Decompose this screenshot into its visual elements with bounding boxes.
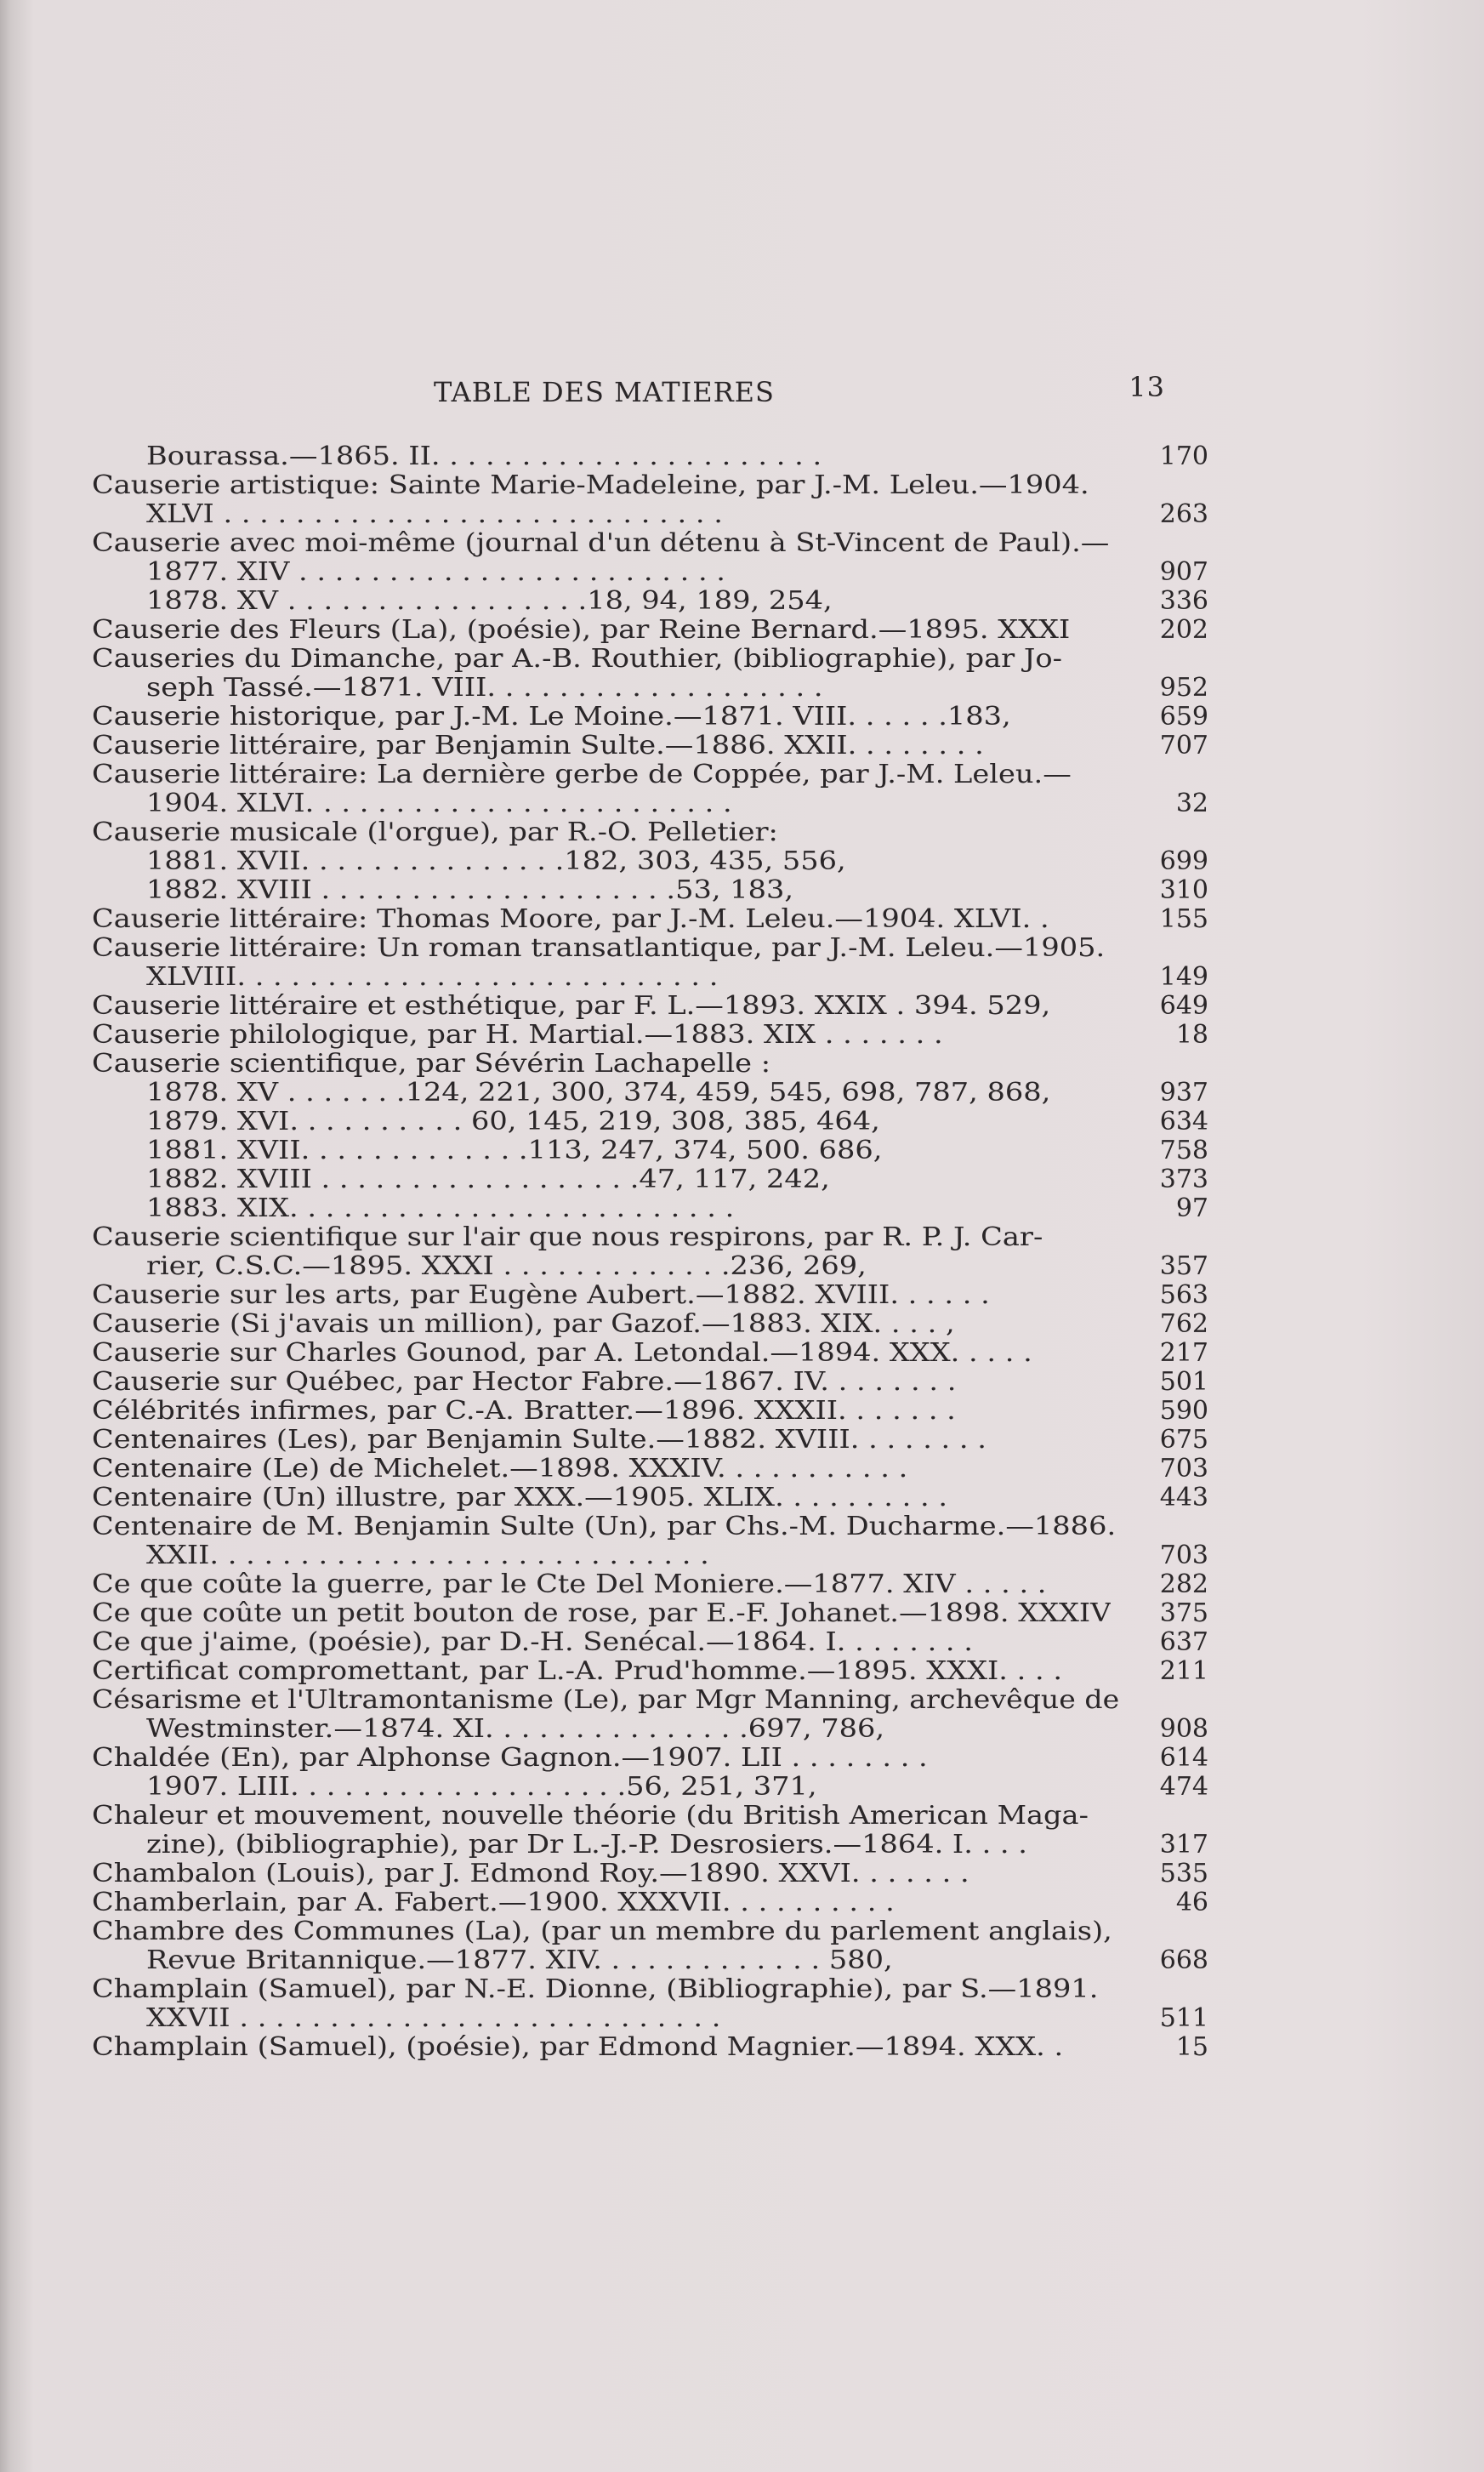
- entry-text: Causerie (Si j'avais un million), par Gazof.—1883. XIX. . . . ,: [92, 1310, 955, 1339]
- index-entry: [0, 1281, 1484, 1310]
- entry-page-number: 937: [1159, 1078, 1208, 1108]
- entry-page-number: 907: [1159, 557, 1208, 587]
- entry-text: 1882. XVIII . . . . . . . . . . . . . . . . . .47, 117, 242,: [146, 1165, 830, 1194]
- index-entry: [0, 1223, 1484, 1252]
- entry-text: Chaleur et mouvement, nouvelle théorie (du British American Maga-: [92, 1802, 1089, 1831]
- entry-page-number: 282: [1159, 1569, 1208, 1599]
- entry-page-number: 634: [1159, 1107, 1208, 1136]
- index-entry: [0, 1860, 1484, 1888]
- entry-text: Causerie sur Québec, par Hector Fabre.—1867. IV. . . . . . . .: [92, 1368, 957, 1397]
- index-entry: [0, 2004, 1484, 2033]
- index-entry: [0, 1570, 1484, 1599]
- page-header: [434, 371, 1165, 413]
- index-entry: [0, 732, 1484, 760]
- entry-text: Causerie musicale (l'orgue), par R.-O. Pelletier:: [92, 818, 778, 847]
- entry-page-number: 703: [1159, 1541, 1208, 1570]
- index-entry: [0, 558, 1484, 587]
- index-entry: [0, 1108, 1484, 1136]
- index-entry: [0, 1773, 1484, 1802]
- entry-text: Chamberlain, par A. Fabert.—1900. XXXVII. . . . . . . . . .: [92, 1888, 895, 1917]
- entry-text: Certificat compromettant, par L.-A. Prud'homme.—1895. XXXI. . . .: [92, 1657, 1063, 1686]
- entry-page-number: 32: [1175, 789, 1208, 818]
- entry-text: Causerie artistique: Sainte Marie-Madeleine, par J.-M. Leleu.—1904.: [92, 471, 1089, 500]
- entry-text: 1877. XIV . . . . . . . . . . . . . . . . . . . . . . . .: [146, 558, 725, 587]
- index-entry: [0, 1946, 1484, 1975]
- entry-text: 1904. XLVI. . . . . . . . . . . . . . . . . . . . . . . .: [146, 789, 732, 818]
- entry-text: Causerie philologique, par H. Martial.—1883. XIX . . . . . . .: [92, 1021, 943, 1050]
- index-entry: [0, 1397, 1484, 1426]
- entry-text: Ce que coûte un petit bouton de rose, par E.-F. Johanet.—1898. XXXIV: [92, 1599, 1111, 1628]
- entry-page-number: 155: [1159, 904, 1208, 934]
- entry-page-number: 590: [1159, 1396, 1208, 1426]
- index-entry: [0, 1310, 1484, 1339]
- entry-page-number: 501: [1159, 1367, 1208, 1397]
- entry-page-number: 18: [1175, 1020, 1208, 1050]
- entry-page-number: 535: [1159, 1859, 1208, 1888]
- index-entry: [0, 1136, 1484, 1165]
- index-entry: [0, 1831, 1484, 1860]
- entry-text: XLVIII. . . . . . . . . . . . . . . . . . . . . . . . . . .: [146, 963, 719, 992]
- index-entry: [0, 992, 1484, 1021]
- index-entry: [0, 1194, 1484, 1223]
- index-entry: [0, 789, 1484, 818]
- index-entry: [0, 1541, 1484, 1570]
- entry-page-number: 211: [1159, 1656, 1208, 1686]
- index-entry: [0, 1744, 1484, 1773]
- entry-text: Causeries du Dimanche, par A.-B. Routhier, (bibliographie), par Jo-: [92, 645, 1062, 674]
- index-entry: [0, 703, 1484, 732]
- entry-page-number: 675: [1159, 1425, 1208, 1455]
- entry-page-number: 373: [1159, 1165, 1208, 1194]
- entry-text: Bourassa.—1865. II. . . . . . . . . . . . . . . . . . . . . .: [146, 442, 822, 471]
- entry-page-number: 46: [1175, 1888, 1208, 1917]
- index-entry: [0, 1339, 1484, 1368]
- entry-page-number: 202: [1159, 615, 1208, 645]
- index-entry: [0, 2033, 1484, 2062]
- entry-page-number: 952: [1159, 673, 1208, 703]
- index-entry: [0, 1512, 1484, 1541]
- entry-text: Causerie historique, par J.-M. Le Moine.—1871. VIII. . . . . .183,: [92, 703, 1011, 732]
- index-entry: [0, 1888, 1484, 1917]
- index-entry: [0, 1484, 1484, 1512]
- entry-page-number: 637: [1159, 1627, 1208, 1657]
- entry-text: rier, C.S.C.—1895. XXXI . . . . . . . . . . . . .236, 269,: [146, 1252, 867, 1281]
- index-entry: [0, 529, 1484, 558]
- entry-page-number: 614: [1159, 1743, 1208, 1773]
- index-entry: [0, 471, 1484, 500]
- entry-page-number: 375: [1159, 1598, 1208, 1628]
- entry-page-number: 443: [1159, 1483, 1208, 1512]
- entry-text: Causerie avec moi-même (journal d'un détenu à St-Vincent de Paul).—: [92, 529, 1110, 558]
- entry-text: 1883. XIX. . . . . . . . . . . . . . . . . . . . . . . . .: [146, 1194, 735, 1223]
- entry-text: Célébrités infirmes, par C.-A. Bratter.—1896. XXXII. . . . . . .: [92, 1397, 956, 1426]
- index-entry: [0, 1426, 1484, 1455]
- entry-page-number: 263: [1159, 499, 1208, 529]
- entry-text: Causerie des Fleurs (La), (poésie), par Reine Bernard.—1895. XXXI: [92, 616, 1071, 645]
- index-entry: [0, 1657, 1484, 1686]
- index-entry: [0, 500, 1484, 529]
- entry-page-number: 310: [1159, 875, 1208, 905]
- index-entry: [0, 587, 1484, 616]
- index-entry: [0, 1252, 1484, 1281]
- entry-text: Westminster.—1874. XI. . . . . . . . . . . . . . .697, 786,: [146, 1715, 885, 1744]
- entry-text: Causerie littéraire et esthétique, par F. L.—1893. XXIX . 394. 529,: [92, 992, 1051, 1021]
- page-number: 13: [1129, 371, 1165, 403]
- entry-page-number: 703: [1159, 1454, 1208, 1484]
- index-entry: [0, 1686, 1484, 1715]
- page-title: TABLE DES MATIERES: [434, 376, 775, 408]
- entry-text: Ce que coûte la guerre, par le Cte Del Moniere.—1877. XIV . . . . .: [92, 1570, 1047, 1599]
- index-entry: [0, 876, 1484, 905]
- entry-text: Causerie littéraire: Thomas Moore, par J.-M. Leleu.—1904. XLVI. .: [92, 905, 1049, 934]
- entry-text: zine), (bibliographie), par Dr L.-J.-P. Desrosiers.—1864. I. . . .: [146, 1831, 1027, 1860]
- index-entry: [0, 1050, 1484, 1079]
- index-entry: [0, 1079, 1484, 1108]
- entry-text: 1881. XVII. . . . . . . . . . . . . . .182, 303, 435, 556,: [146, 847, 846, 876]
- index-entry: [0, 1368, 1484, 1397]
- entry-text: Causerie littéraire: La dernière gerbe de Coppée, par J.-M. Leleu.—: [92, 760, 1072, 789]
- index-entry: [0, 442, 1484, 471]
- entry-text: Ce que j'aime, (poésie), par D.-H. Senécal.—1864. I. . . . . . . .: [92, 1628, 973, 1657]
- entry-text: Centenaires (Les), par Benjamin Sulte.—1882. XVIII. . . . . . . .: [92, 1426, 986, 1455]
- index-entry: [0, 963, 1484, 992]
- entry-page-number: 758: [1159, 1136, 1208, 1165]
- index-entry: [0, 1455, 1484, 1484]
- entry-text: seph Tassé.—1871. VIII. . . . . . . . . . . . . . . . . . .: [146, 674, 823, 703]
- entry-text: Césarisme et l'Ultramontanisme (Le), par Mgr Manning, archevêque de: [92, 1686, 1119, 1715]
- entry-text: XXVII . . . . . . . . . . . . . . . . . . . . . . . . . . .: [146, 2004, 721, 2033]
- entry-page-number: 762: [1159, 1309, 1208, 1339]
- index-entry: [0, 1628, 1484, 1657]
- entry-page-number: 511: [1159, 2003, 1208, 2033]
- entry-text: Champlain (Samuel), par N.-E. Dionne, (Bibliographie), par S.—1891.: [92, 1975, 1099, 2004]
- index-entry: [0, 1715, 1484, 1744]
- entry-text: Causerie littéraire, par Benjamin Sulte.—1886. XXII. . . . . . . .: [92, 732, 984, 760]
- entry-text: 1878. XV . . . . . . .124, 221, 300, 374, 459, 545, 698, 787, 868,: [146, 1079, 1051, 1108]
- entry-text: XXII. . . . . . . . . . . . . . . . . . . . . . . . . . . .: [146, 1541, 709, 1570]
- entry-text: Centenaire de M. Benjamin Sulte (Un), par Chs.-M. Ducharme.—1886.: [92, 1512, 1117, 1541]
- entry-page-number: 317: [1159, 1830, 1208, 1860]
- index-entry: [0, 1917, 1484, 1946]
- index-entry: [0, 1021, 1484, 1050]
- entry-page-number: 668: [1159, 1945, 1208, 1975]
- index-entry: [0, 1975, 1484, 2004]
- entry-text: Causerie sur Charles Gounod, par A. Letondal.—1894. XXX. . . . .: [92, 1339, 1032, 1368]
- index-entry: [0, 645, 1484, 674]
- entry-page-number: 659: [1159, 702, 1208, 732]
- index-entry: [0, 616, 1484, 645]
- index-entry: [0, 1165, 1484, 1194]
- entry-page-number: 649: [1159, 991, 1208, 1021]
- entry-text: Causerie sur les arts, par Eugène Aubert.—1882. XVIII. . . . . .: [92, 1281, 990, 1310]
- entry-text: Causerie scientifique sur l'air que nous respirons, par R. P. J. Car-: [92, 1223, 1043, 1252]
- entry-page-number: 336: [1159, 586, 1208, 616]
- index-entry: [0, 1802, 1484, 1831]
- entry-text: Chaldée (En), par Alphonse Gagnon.—1907. LII . . . . . . . .: [92, 1744, 928, 1773]
- entry-text: 1907. LIII. . . . . . . . . . . . . . . . . . .56, 251, 371,: [146, 1773, 817, 1802]
- index-entry: [0, 818, 1484, 847]
- entry-text: 1881. XVII. . . . . . . . . . . . .113, 247, 374, 500. 686,: [146, 1136, 883, 1165]
- entry-text: 1882. XVIII . . . . . . . . . . . . . . . . . . . .53, 183,: [146, 876, 794, 905]
- entry-text: Chambre des Communes (La), (par un membre du parlement anglais),: [92, 1917, 1112, 1946]
- index-entries: [0, 442, 1484, 2144]
- entry-page-number: 97: [1175, 1193, 1208, 1223]
- entry-page-number: 699: [1159, 846, 1208, 876]
- entry-text: Revue Britannique.—1877. XIV. . . . . . . . . . . . . 580,: [146, 1946, 893, 1975]
- entry-page-number: 170: [1159, 441, 1208, 471]
- index-entry: [0, 934, 1484, 963]
- index-entry: [0, 760, 1484, 789]
- entry-page-number: 357: [1159, 1251, 1208, 1281]
- entry-text: 1878. XV . . . . . . . . . . . . . . . . .18, 94, 189, 254,: [146, 587, 833, 616]
- entry-page-number: 15: [1175, 2032, 1208, 2062]
- entry-text: Causerie littéraire: Un roman transatlantique, par J.-M. Leleu.—1905.: [92, 934, 1106, 963]
- entry-page-number: 217: [1159, 1338, 1208, 1368]
- entry-text: 1879. XVI. . . . . . . . . . 60, 145, 219, 308, 385, 464,: [146, 1108, 880, 1136]
- entry-page-number: 707: [1159, 731, 1208, 760]
- index-entry: [0, 905, 1484, 934]
- entry-page-number: 908: [1159, 1714, 1208, 1744]
- entry-text: Causerie scientifique, par Sévérin Lachapelle :: [92, 1050, 771, 1079]
- entry-text: Centenaire (Un) illustre, par XXX.—1905. XLIX. . . . . . . . . .: [92, 1484, 948, 1512]
- entry-text: Centenaire (Le) de Michelet.—1898. XXXIV. . . . . . . . . . .: [92, 1455, 908, 1484]
- entry-page-number: 149: [1159, 962, 1208, 992]
- index-entry: [0, 847, 1484, 876]
- entry-page-number: 563: [1159, 1280, 1208, 1310]
- entry-text: Chambalon (Louis), par J. Edmond Roy.—1890. XXVI. . . . . . .: [92, 1860, 969, 1888]
- index-entry: [0, 674, 1484, 703]
- index-entry: [0, 1599, 1484, 1628]
- entry-page-number: 474: [1159, 1772, 1208, 1802]
- entry-text: Champlain (Samuel), (poésie), par Edmond Magnier.—1894. XXX. .: [92, 2033, 1064, 2062]
- entry-text: XLVI . . . . . . . . . . . . . . . . . . . . . . . . . . . .: [146, 500, 723, 529]
